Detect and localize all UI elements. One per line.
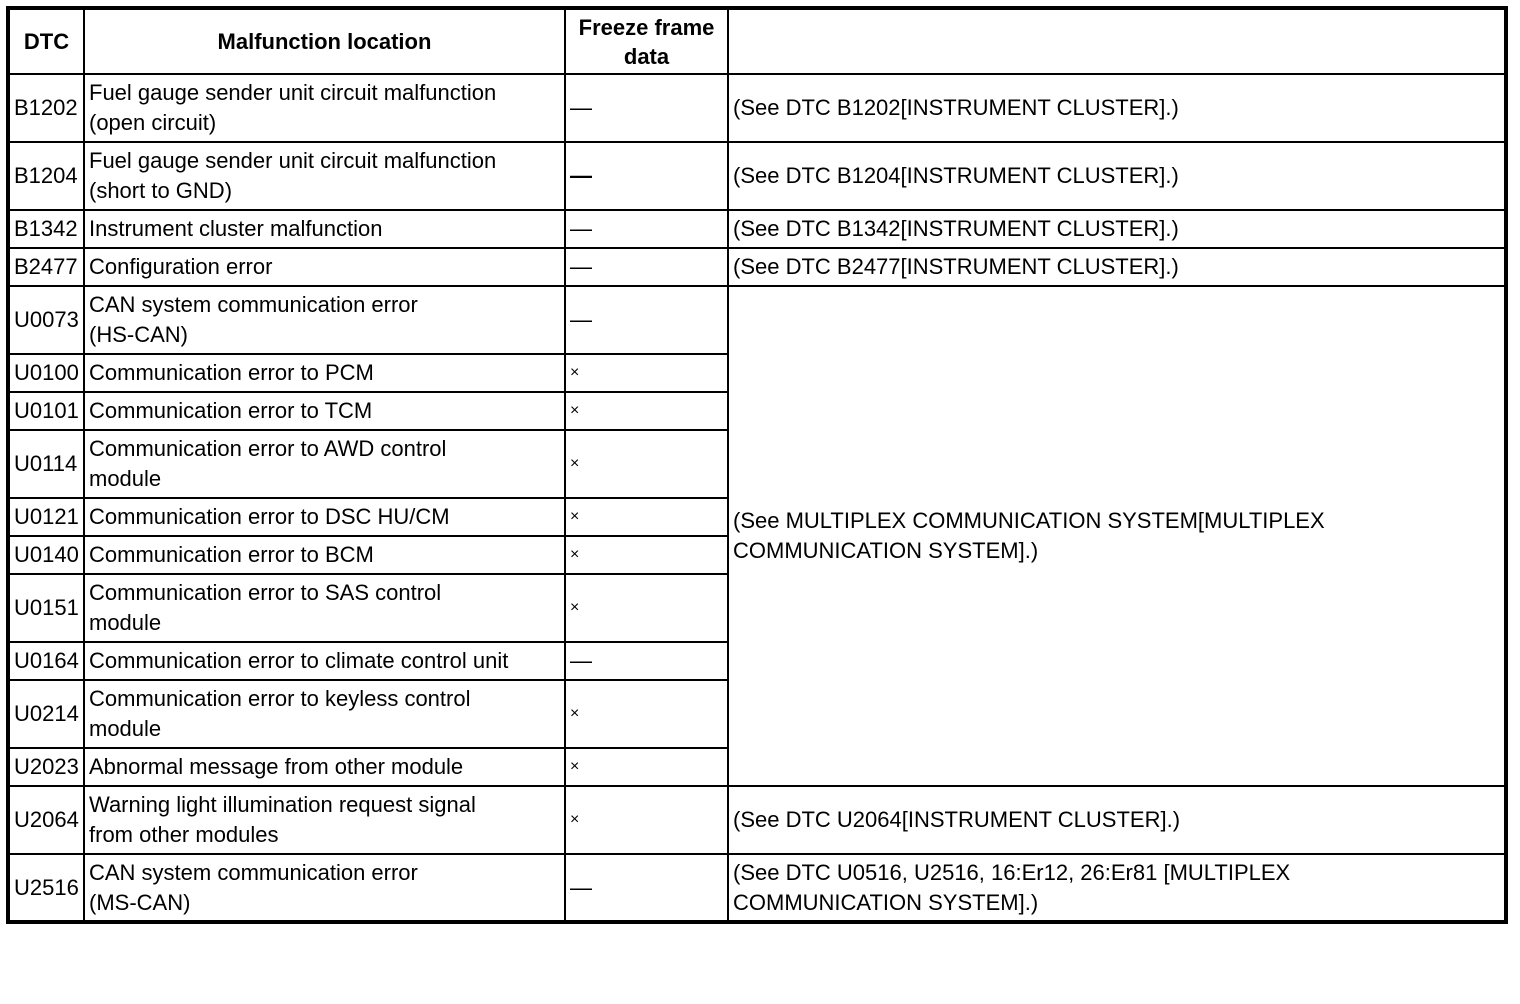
freeze-frame-value: ×	[565, 430, 728, 498]
reference-text: (See DTC B1202[INSTRUMENT CLUSTER].)	[728, 74, 1506, 142]
multiplex-reference-text: (See MULTIPLEX COMMUNICATION SYSTEM[MULTIPLEX COMMUNICATION SYSTEM].)	[728, 286, 1506, 786]
table-row	[8, 786, 1506, 854]
freeze-frame-value: ×	[565, 748, 728, 786]
freeze-frame-value: —	[565, 248, 728, 286]
table-header-row	[8, 8, 1506, 74]
header-dtc: DTC	[8, 8, 84, 74]
freeze-frame-value: ×	[565, 354, 728, 392]
dtc-code: U2516	[8, 854, 84, 922]
table-row	[8, 142, 1506, 210]
dtc-code: U0214	[8, 680, 84, 748]
freeze-frame-value: —	[565, 286, 728, 354]
malfunction-location: Communication error to climate control unit	[84, 642, 565, 680]
reference-text: (See DTC U2064[INSTRUMENT CLUSTER].)	[728, 786, 1506, 854]
dtc-code: U0151	[8, 574, 84, 642]
malfunction-location: Communication error to BCM	[84, 536, 565, 574]
dtc-code: B2477	[8, 248, 84, 286]
malfunction-location: Fuel gauge sender unit circuit malfunction (open circuit)	[84, 74, 565, 142]
malfunction-location: Communication error to AWD control module	[84, 430, 565, 498]
table-row	[8, 248, 1506, 286]
table-row	[8, 286, 1506, 354]
malfunction-location: Communication error to DSC HU/CM	[84, 498, 565, 536]
dtc-code: U0121	[8, 498, 84, 536]
malfunction-location: Abnormal message from other module	[84, 748, 565, 786]
malfunction-location: Communication error to SAS control module	[84, 574, 565, 642]
reference-text: (See DTC B1204[INSTRUMENT CLUSTER].)	[728, 142, 1506, 210]
malfunction-location: CAN system communication error (HS-CAN)	[84, 286, 565, 354]
dtc-code: U0140	[8, 536, 84, 574]
table-row	[8, 854, 1506, 922]
dtc-code: B1202	[8, 74, 84, 142]
dtc-table	[6, 6, 1508, 924]
table-row	[8, 210, 1506, 248]
dtc-code: B1342	[8, 210, 84, 248]
reference-text: (See DTC B1342[INSTRUMENT CLUSTER].)	[728, 210, 1506, 248]
freeze-frame-value: ×	[565, 392, 728, 430]
malfunction-location: Communication error to keyless control module	[84, 680, 565, 748]
malfunction-location: Communication error to PCM	[84, 354, 565, 392]
header-freeze-frame-data: Freeze frame data	[565, 8, 728, 74]
reference-text: (See DTC U0516, U2516, 16:Er12, 26:Er81 [MULTIPLEX COMMUNICATION SYSTEM].)	[728, 854, 1506, 922]
freeze-frame-value: —	[565, 854, 728, 922]
header-reference	[728, 8, 1506, 74]
dtc-code: U0114	[8, 430, 84, 498]
malfunction-location: Fuel gauge sender unit circuit malfunction (short to GND)	[84, 142, 565, 210]
dtc-code: U0100	[8, 354, 84, 392]
dtc-code: U2023	[8, 748, 84, 786]
dtc-code: U2064	[8, 786, 84, 854]
freeze-frame-value: —	[565, 210, 728, 248]
freeze-frame-value: ×	[565, 786, 728, 854]
malfunction-location: Configuration error	[84, 248, 565, 286]
freeze-frame-value: —	[565, 642, 728, 680]
freeze-frame-value: —	[565, 74, 728, 142]
malfunction-location: Warning light illumination request signal from other modules	[84, 786, 565, 854]
freeze-frame-value: ×	[565, 574, 728, 642]
dtc-code: U0101	[8, 392, 84, 430]
table-row	[8, 74, 1506, 142]
malfunction-location: CAN system communication error (MS-CAN)	[84, 854, 565, 922]
dtc-code: U0073	[8, 286, 84, 354]
dtc-code: B1204	[8, 142, 84, 210]
freeze-frame-value: ×	[565, 680, 728, 748]
dtc-code: U0164	[8, 642, 84, 680]
malfunction-location: Instrument cluster malfunction	[84, 210, 565, 248]
freeze-frame-value: —	[565, 142, 728, 210]
header-malfunction-location: Malfunction location	[84, 8, 565, 74]
freeze-frame-value: ×	[565, 498, 728, 536]
malfunction-location: Communication error to TCM	[84, 392, 565, 430]
freeze-frame-value: ×	[565, 536, 728, 574]
reference-text: (See DTC B2477[INSTRUMENT CLUSTER].)	[728, 248, 1506, 286]
